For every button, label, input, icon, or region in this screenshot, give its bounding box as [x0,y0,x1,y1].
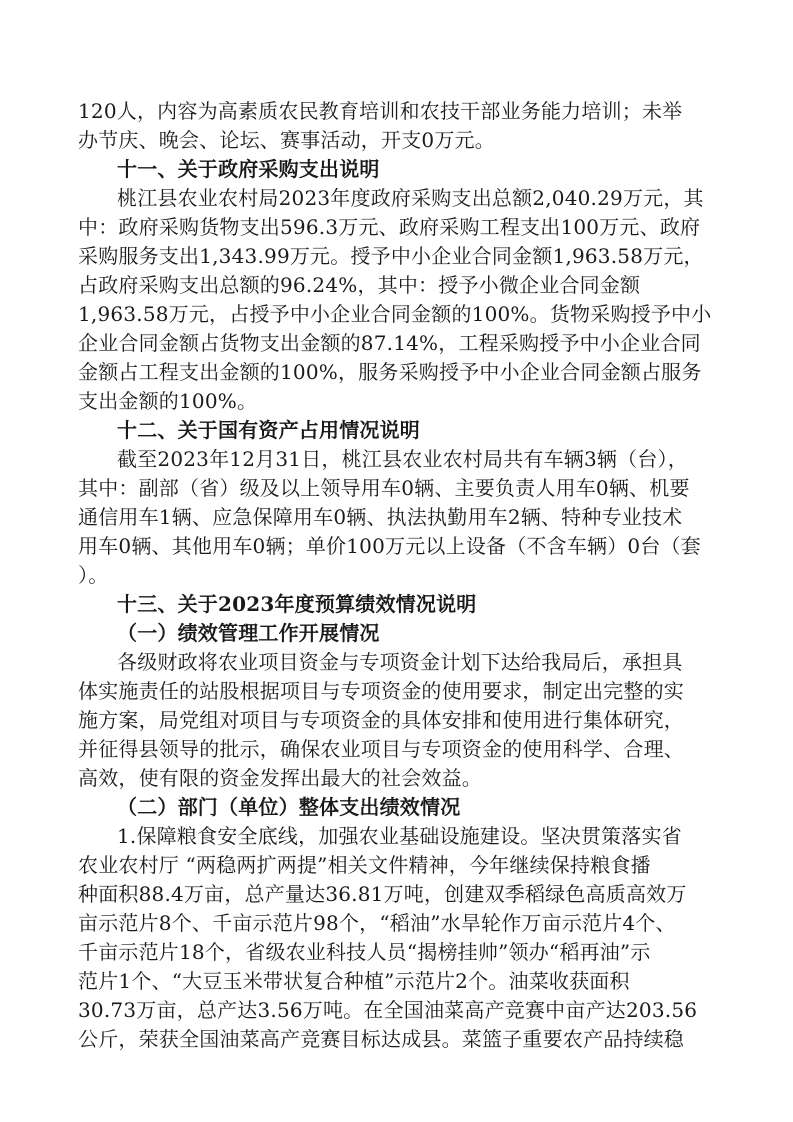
text-line: 高效，使有限的资金发挥出最大的社会效益。 [78,766,482,790]
text-line: ）。 [78,563,109,587]
text-line: 体实施责任的站股根据项目与专项资金的使用要求，制定出完整的实 [78,679,684,703]
text-line: 千亩示范片18个，省级农业科技人员“揭榜挂帅”领办“稻再油”示 [78,940,651,964]
text-line: 30.73万亩，总产达3.56万吨。在全国油菜高产竞赛中亩产达203.56 [78,998,698,1022]
text-line: 用车0辆、其他用车0辆；单价100万元以上设备（不含车辆）0台（套 [78,534,701,558]
text-line: 金额占工程支出金额的100%，服务采购授予中小企业合同金额占服务 [78,360,702,384]
text-line: 范片1个、“大豆玉米带状复合种植”示范片2个。油菜收获面积 [78,969,630,993]
text-line: 农业农村厅 “两稳两扩两提”相关文件精神，今年继续保持粮食播 [78,853,651,877]
section-heading: 十一、关于政府采购支出说明 [117,157,380,181]
text-line: 公斤，荣获全国油菜高产竞赛目标达成县。菜篮子重要农产品持续稳 [78,1027,684,1051]
text-line: 企业合同金额占货物支出金额的87.14%，工程采购授予中小企业合同 [78,331,701,355]
text-line: 支出金额的100%。 [78,389,258,413]
subsection-heading: （二）部门（单位）整体支出绩效情况 [117,795,461,819]
section-heading: 十三、关于2023年度预算绩效情况说明 [117,592,477,616]
text-line: 占政府采购支出总额的96.24%，其中：授予小微企业合同金额 [78,273,641,297]
text-line: 截至2023年12月31日，桃江县农业农村局共有车辆3辆（台）， [117,447,688,471]
text-line: 其中：副部（省）级及以上领导用车0辆、主要负责人用车0辆、机要 [78,476,690,500]
text-line: 亩示范片8个、千亩示范片98个，“稻油”水旱轮作万亩示范片4个、 [78,911,676,935]
text-line: 中：政府采购货物支出596.3万元、政府采购工程支出100万元、政府 [78,215,701,239]
text-line: 办节庆、晚会、论坛、赛事活动，开支0万元。 [78,128,495,152]
section-heading: 十二、关于国有资产占用情况说明 [117,418,420,442]
text-line: 1,963.58万元，占授予中小企业合同金额的100%。货物采购授予中小 [78,302,712,326]
text-line: 种面积88.4万亩，总产量达36.81万吨，创建双季稻绿色高质高效万 [78,882,687,906]
text-line: 采购服务支出1,343.99万元。授予中小企业合同金额1,963.58万元， [78,244,704,268]
text-line: 各级财政将农业项目资金与专项资金计划下达给我局后，承担具 [117,650,683,674]
text-line: 通信用车1辆、应急保障用车0辆、执法执勤用车2辆、特种专业技术 [78,505,683,529]
text-line: 120人，内容为高素质农民教育培训和农技干部业务能力培训；未举 [78,99,683,123]
subsection-heading: （一）绩效管理工作开展情况 [117,621,380,645]
text-line: 并征得县领导的批示，确保农业项目与专项资金的使用科学、合理、 [78,737,684,761]
text-line: 1.保障粮食安全底线，加强农业基础设施建设。坚决贯策落实省 [117,824,682,848]
text-line: 施方案，局党组对项目与专项资金的具体安排和使用进行集体研究， [78,708,684,732]
text-line: 桃江县农业农村局2023年度政府采购支出总额2,040.29万元，其 [117,186,704,210]
